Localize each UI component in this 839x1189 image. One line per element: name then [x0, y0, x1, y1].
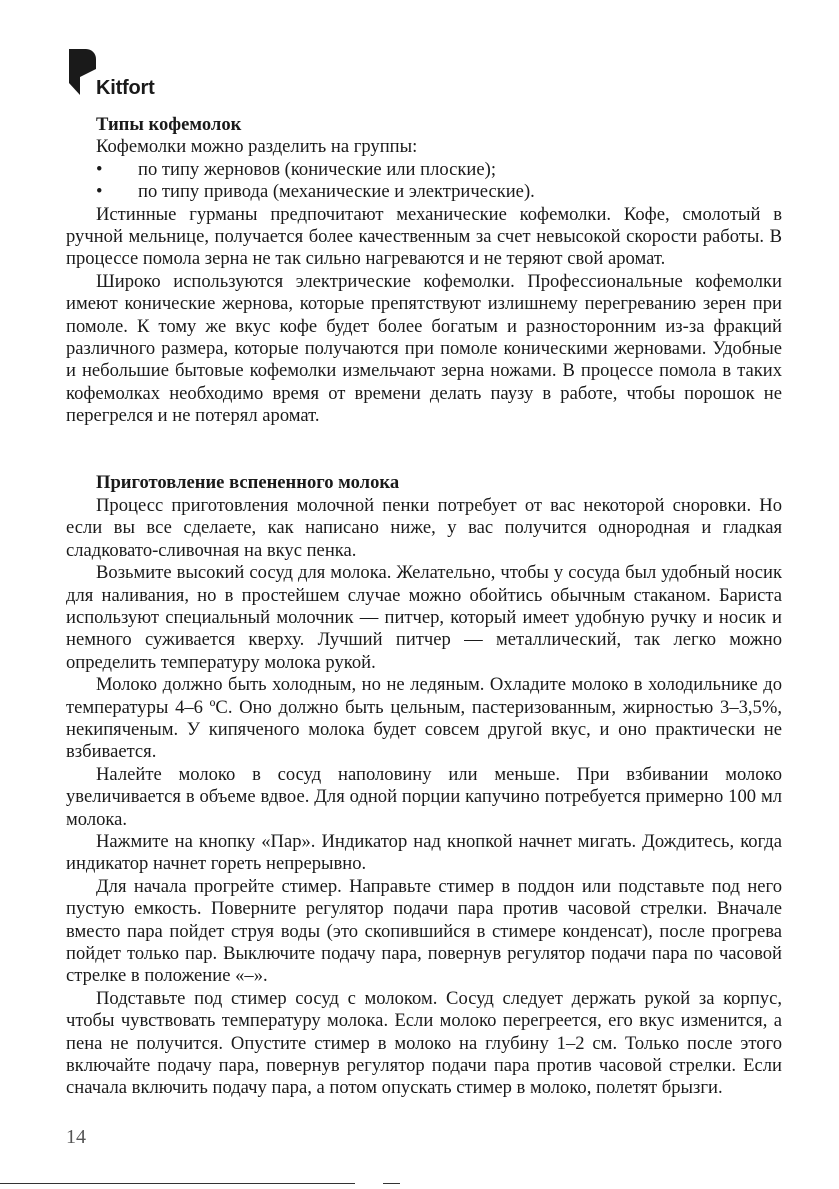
footer-rule: [0, 1183, 355, 1184]
paragraph: Нажмите на кнопку «Пар». Индикатор над кнопкой начнет мигать. Дождитесь, когда индикатор начнет гореть непрерывно.: [66, 830, 782, 875]
paragraph: Подставьте под стимер сосуд с молоком. Сосуд следует держать рукой за корпус, чтобы чувствовать температуру молока. Если молоко перегреется, его вкус изменится, а пена не получится. Опустите стимер в молоко на глубину 1–2 см. Только после этого включайте подачу пара, повернув регулятор подачи пара против часовой стрелки. Если сначала включить подачу пара, а потом опускать стимер в молоко, полетят брызги.: [66, 987, 782, 1099]
kitfort-logo-icon: [66, 47, 96, 97]
footer-rule-short: [383, 1183, 400, 1184]
bullet-icon: •: [96, 158, 103, 180]
paragraph: Налейте молоко в сосуд наполовину или меньше. При взбивании молоко увеличивается в объеме вдвое. Для одной порции капучино потребуется примерно 100 мл молока.: [66, 763, 782, 830]
brand-logo: [66, 47, 176, 99]
paragraph: Истинные гурманы предпочитают механические кофемолки. Кофе, смолотый в ручной мельнице, получается более качественным за счет невысокой скорости работы. В процессе помола зерна не так сильно нагреваются и не теряют свой аромат.: [66, 203, 782, 270]
bullet-icon: •: [96, 181, 103, 203]
paragraph: Широко используются электрические кофемолки. Профессиональные кофемолки имеют конические жернова, которые препятствуют излишнему перегреванию зерен при помоле. К тому же вкус кофе будет более богатым и разносторонним из-за фракций различного размера, которые получаются при помоле коническими жерновами. Удобные и небольшие бытовые кофемолки измельчают зерна ножами. В процессе помола в таких кофемолках необходимо время от времени делать паузу в работе, чтобы порошок не перегрелся и не потерял аромат.: [66, 270, 782, 427]
page-number: 14: [66, 1126, 86, 1148]
brand-name: Kitfort: [96, 77, 155, 99]
page-content: [66, 114, 782, 1100]
paragraph: Возьмите высокий сосуд для молока. Желательно, чтобы у сосуда был удобный носик для наливания, но в простейшем случае можно обойтись обычным стаканом. Бариста используют специальный молочник — питчер, который имеет удобную ручку и носик и немного суживается кверху. Лучший питчер — металлический, так легко можно определить температуру молока рукой.: [66, 562, 782, 673]
section-intro: Кофемолки можно разделить на группы:: [96, 136, 418, 158]
section-title-coffee-grinders: Типы кофемолок: [96, 114, 242, 135]
paragraph: Для начала прогрейте стимер. Направьте стимер в поддон или подставьте под него пустую емкость. Поверните регулятор подачи пара против часовой стрелки. Вначале вместо пара пойдет струя воды (это скопившийся в стимере конденсат), после прогрева пойдет только пар. Выключите подачу пара, повернув регулятор подачи пара по часовой стрелке в положение «–».: [66, 875, 782, 987]
paragraph: Процесс приготовления молочной пенки потребует от вас некоторой сноровки. Но если вы все сделаете, как написано ниже, у вас получится однородная и гладкая сладковато-сливочная на вкус пенка.: [66, 494, 782, 561]
grinder-types-list: [66, 159, 782, 204]
section-title-milk-foam: Приготовление вспененного молока: [96, 472, 400, 494]
section-spacer: [66, 450, 782, 472]
paragraph: Молоко должно быть холодным, но не ледяным. Охладите молоко в холодильнике до температуры 4–6 ºС. Оно должно быть цельным, пастеризованным, жирностью 3–3,5%, некипяченым. У кипяченого молока будет совсем другой вкус, и оно практически не взбивается.: [66, 674, 782, 763]
list-item: • по типу привода (механические и электрические).: [96, 181, 535, 203]
list-item: • по типу жерновов (конические или плоские);: [96, 158, 496, 180]
section-spacer: [66, 428, 782, 450]
